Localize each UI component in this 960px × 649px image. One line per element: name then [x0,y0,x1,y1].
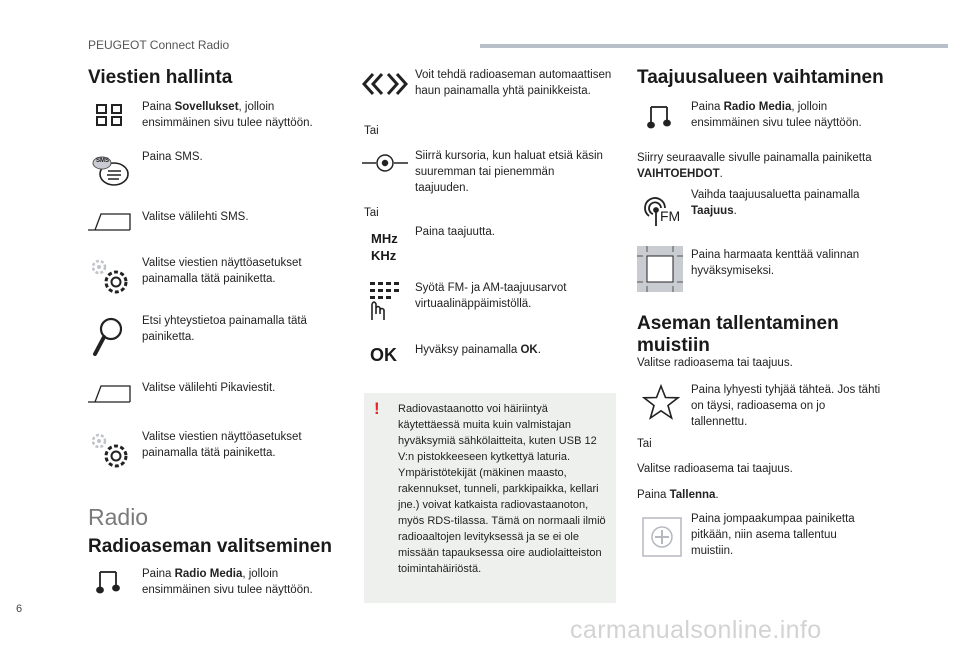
band-step-options: Siirry seuraavalle sivulle painamalla painiketta VAIHTOEHDOT. [637,152,872,180]
band-step-3: Paina harmaata kenttää valinnan hyväksymiseksi. [691,249,860,277]
station-selection-heading: Radioaseman valitseminen [88,536,332,557]
fm-label: FM [660,208,681,224]
save-step-save: Paina Tallenna. [637,489,719,501]
running-header: PEUGEOT Connect Radio [88,38,230,52]
warning-notice [364,393,616,603]
save-station-heading: Aseman tallentaminen muistiin [637,313,839,356]
or-text: Tai [364,207,379,219]
ok-button-icon: OK [370,345,397,365]
settings-gears-icon [90,258,130,296]
radio-step-keypad: Syötä FM- ja AM-taajuusarvot virtuaalinäppäimistöllä. [415,282,567,310]
radio-step-manual-search: Siirrä kursoria, kun haluat etsiä käsin suuremman tai pienemmän taajuuden. [415,150,603,194]
music-note-icon [647,104,671,130]
add-plus-icon [642,517,682,557]
grey-field-icon [637,246,683,292]
khz-label: KHz [371,248,397,263]
messages-step-6: Valitse välilehti Pikaviestit. [142,382,276,394]
messages-step-5: Etsi yhteystietoa painamalla tätä painiketta. [142,315,307,343]
messages-step-3: Valitse välilehti SMS. [142,211,249,223]
warning-text: Radiovastaanotto voi häiriintyä käytettäessä muita kuin valmistajan hyväksymiä sähkölaitteita, kuten USB 12 V:n pistokkeeseen kytkettyä laturia. Ympäristötekijät (mäkinen maasto, rakennukset, tunneli, parkkipaikka, kellari jne.) voivat katkaista radiovastaanoton, myös RDS-tilassa. Tämä on normaali ilmiö radioaaltojen levityksessä ja se ei ole missään tapauksessa oire audiolaitteiston toimintahäiriöstä. [398,403,606,575]
messages-heading: Viestien hallinta [88,67,233,88]
mhz-khz-icon [371,230,398,264]
tab-icon [88,212,132,232]
page-number: 6 [16,603,23,615]
music-note-icon [96,569,120,595]
frequency-slider-icon [362,152,408,174]
band-step-2: Vaihda taajuusaluetta painamalla Taajuus. [691,189,860,217]
settings-gears-icon [90,432,130,470]
mhz-label: MHz [371,231,398,246]
radio-step-confirm: Hyväksy painamalla OK. [415,344,541,356]
radio-step-press-frequency: Paina taajuutta. [415,226,495,238]
save-step-star: Paina lyhyesti tyhjää tähteä. Jos tähti on täysi, radioasema on jo tallennettu. [691,384,881,428]
messages-step-7: Valitse viestien näyttöasetukset painamalla tätä painiketta. [142,431,302,459]
radio-section-title: Radio [88,504,149,530]
band-step-1: Paina Radio Media, jolloin ensimmäinen sivu tulee näyttöön. [691,101,862,129]
star-outline-icon [642,384,680,420]
save-step-select: Valitse radioasema tai taajuus. [637,357,793,369]
band-change-heading: Taajuusalueen vaihtaminen [637,67,884,88]
applications-grid-icon [96,104,122,126]
seek-arrows-icon [362,72,408,96]
warning-icon: ! [374,399,380,418]
messages-step-1: Paina Sovellukset, jolloin ensimmäinen sivu tulee näyttöön. [142,101,313,129]
save-step-long-press: Paina jompaakumpaa painiketta pitkään, niin asema tallentuu muistiin. [691,513,855,557]
sms-icon-label: SMS [96,158,110,164]
header-rule [480,44,948,48]
watermark-text: carmanualsonline.info [570,616,822,644]
or-text: Tai [637,438,652,450]
messages-step-2: Paina SMS. [142,151,203,163]
or-text: Tai [364,125,379,137]
save-step-select-2: Valitse radioasema tai taajuus. [637,463,793,475]
virtual-keypad-icon [364,280,402,324]
search-magnifier-icon [92,316,126,358]
messages-step-4: Valitse viestien näyttöasetukset painamalla tätä painiketta. [142,257,302,285]
tab-icon [88,384,132,404]
radio-step-auto-search: Voit tehdä radioaseman automaattisen haun painamalla yhtä painikkeista. [415,69,612,97]
station-step-1: Paina Radio Media, jolloin ensimmäinen sivu tulee näyttöön. [142,568,313,596]
